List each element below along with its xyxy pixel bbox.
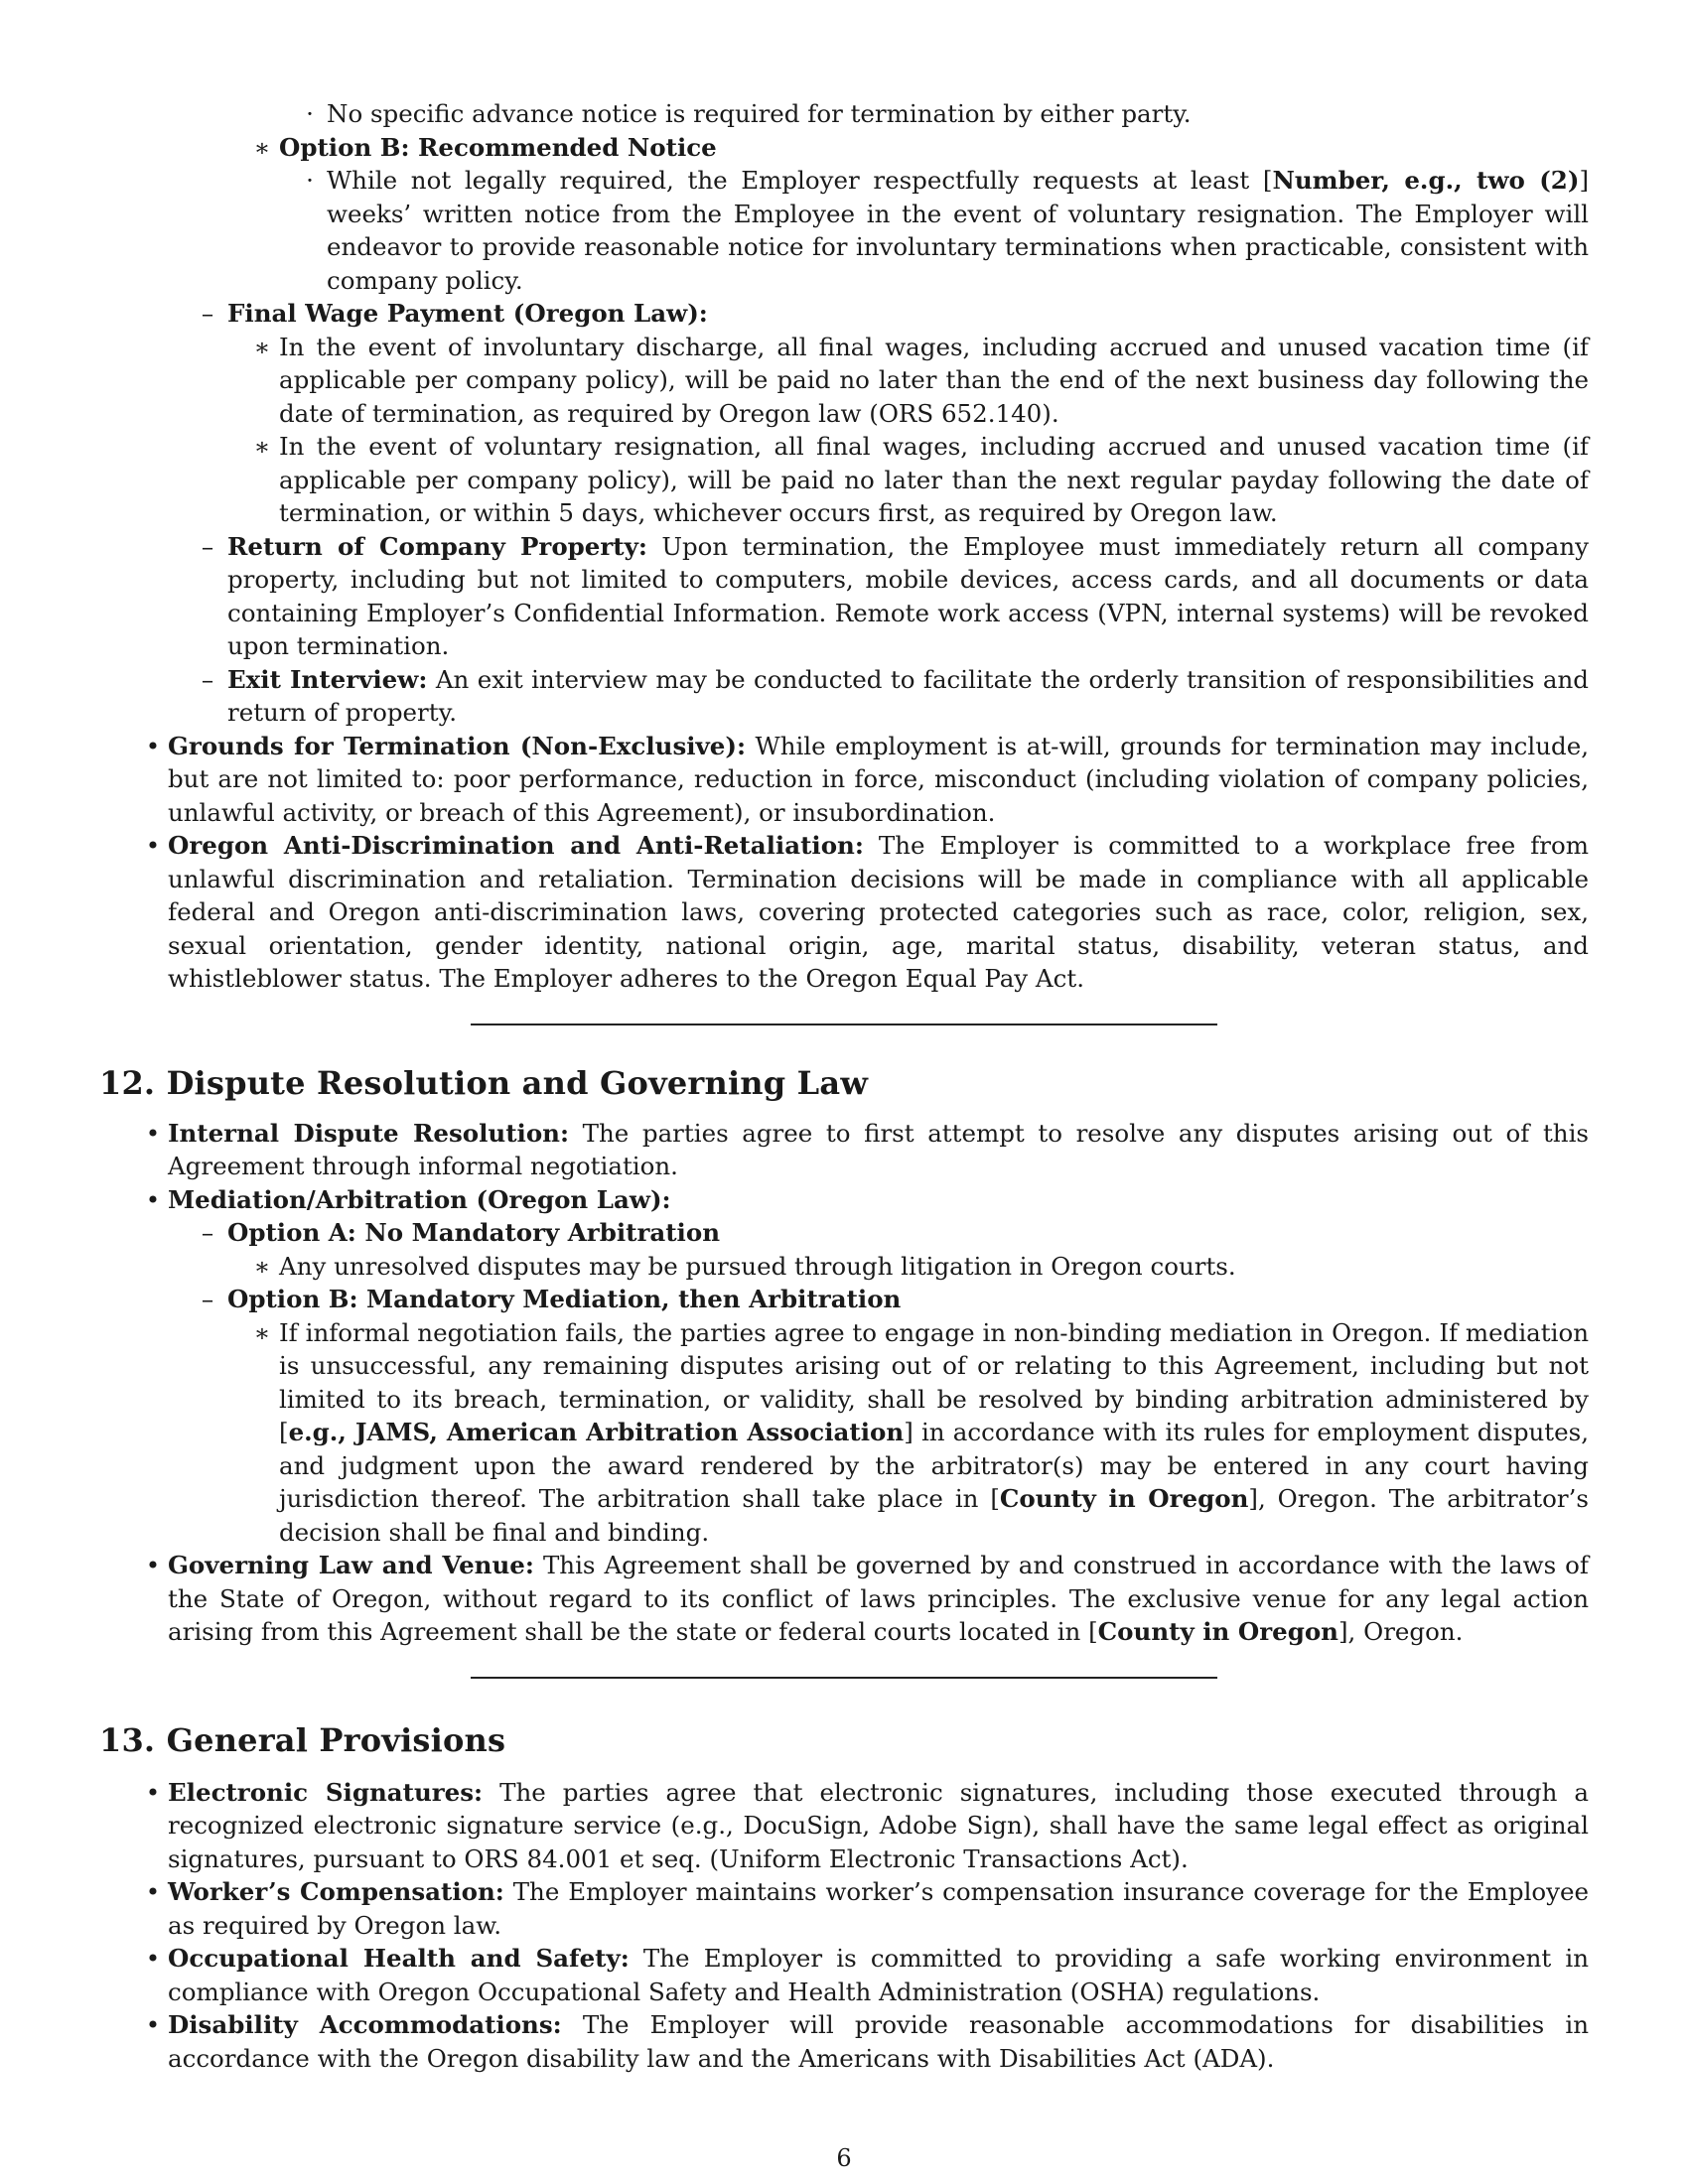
ohs-title: Occupational Health and Safety: — [168, 1944, 630, 1973]
workers-comp-title: Worker’s Compensation: — [168, 1877, 504, 1906]
list-item: • Grounds for Termination (Non-Exclusive): While employment is at-will, grounds for termination may include, but are not limited to: poor performance, reduction in force, misconduct (including violation of company policies, unlawful activity, or breach of this Agreement), or insubordination. — [99, 730, 1589, 830]
esig-title: Electronic Signatures: — [168, 1777, 484, 1807]
bullet-marker: • — [145, 731, 161, 760]
final-wage-title: Final Wage Payment (Oregon Law): — [227, 299, 708, 328]
dash-marker: – — [201, 531, 214, 561]
dot-marker: · — [306, 166, 314, 195]
list-item: • Worker’s Compensation: The Employer maintains worker’s compensation insurance coverage for the Employee as required by Oregon law. — [99, 1875, 1589, 1942]
list-item: • Occupational Health and Safety: The Employer is committed to providing a safe working environment in compliance with Oregon Occupational Safety and Health Administration (OSHA) regulations. — [99, 1942, 1589, 2008]
dash-marker: – — [201, 664, 214, 694]
bullet-marker: • — [145, 1777, 161, 1807]
exit-interview-title: Exit Interview: — [227, 664, 428, 694]
list-item: ∗ In the event of involuntary discharge, all final wages, including accrued and unused vacation time (if applicable per company policy), will be paid no later than the end of the next business day following the date of termination, as required by Oregon law (ORS 652.140). — [253, 332, 1589, 428]
bullet-marker: • — [145, 1944, 161, 1973]
document-page — [99, 97, 1589, 2075]
bullet-marker: • — [145, 831, 161, 860]
bullet-marker: • — [145, 1184, 161, 1214]
list-item — [99, 131, 1589, 165]
list-item: • Governing Law and Venue: This Agreement shall be governed by and construed in accordance with the laws of the State of Oregon, without regard to its conflict of laws principles. The exclusive venue for any legal action arising from this Agreement shall be the state or federal courts located in [County in Oregon], Oregon. — [99, 1549, 1589, 1649]
placeholder-field: County in Oregon — [1097, 1617, 1338, 1646]
list-item: • Electronic Signatures: The parties agree that electronic signatures, including those executed through a recognized electronic signature service (e.g., DocuSign, Adobe Sign), shall have the same legal effect as original signatures, pursuant to ORS 84.001 et seq. (Uniform Electronic Transactions Act). — [99, 1776, 1589, 1876]
governing-law-title: Governing Law and Venue: — [168, 1551, 534, 1579]
asterisk-marker: ∗ — [253, 1317, 271, 1347]
grounds-title: Grounds for Termination (Non-Exclusive): — [168, 731, 747, 760]
bullet-marker: • — [145, 1118, 161, 1148]
antidisc-title: Oregon Anti-Discrimination and Anti-Retaliation: — [168, 831, 864, 860]
asterisk-marker: ∗ — [253, 332, 271, 361]
option-b-title: Option B: Mandatory Mediation, then Arbitration — [227, 1285, 902, 1313]
bullet-marker: • — [145, 1551, 161, 1579]
dash-marker: – — [201, 1218, 214, 1247]
dash-marker: – — [201, 1285, 214, 1313]
section-heading-13: 13. General Provisions — [99, 1720, 506, 1759]
asterisk-marker: ∗ — [253, 132, 271, 162]
list-item — [99, 297, 1589, 331]
section-divider — [471, 1677, 1217, 1679]
mediation-title: Mediation/Arbitration (Oregon Law): — [168, 1184, 671, 1214]
list-item: – Return of Company Property: Upon termination, the Employee must immediately return all company property, including but not limited to computers, mobile devices, access cards, and all documents or data containing Employer’s Confidential Information. Remote work access (VPN, internal systems) will be revoked upon termination. — [99, 530, 1589, 663]
list-item: • Disability Accommodations: The Employer will provide reasonable accommodations for disabilities in accordance with the Oregon disability law and the Americans with Disabilities Act (ADA). — [99, 2008, 1589, 2075]
internal-dispute-title: Internal Dispute Resolution: — [168, 1118, 570, 1148]
bullet-marker: • — [145, 1877, 161, 1906]
disability-title: Disability Accommodations: — [168, 2010, 562, 2039]
list-item — [99, 1183, 1589, 1217]
section-divider — [471, 1024, 1217, 1025]
list-item: ∗ Any unresolved disputes may be pursued through litigation in Oregon courts. — [99, 1250, 1589, 1284]
list-item: · No specific advance notice is required for termination by either party. — [99, 97, 1589, 131]
dot-marker: · — [306, 99, 314, 128]
bullet-marker: • — [145, 2010, 161, 2039]
list-item: • Oregon Anti-Discrimination and Anti-Retaliation: The Employer is committed to a workplace free from unlawful discrimination and retaliation. Termination decisions will be made in compliance with all applicable federal and Oregon anti-discrimination laws, covering protected categories such as race, color, religion, sex, sexual orientation, gender identity, national origin, age, marital status, disability, veteran status, and whistleblower status. The Employer adheres to the Oregon Equal Pay Act. — [99, 829, 1589, 996]
asterisk-marker: ∗ — [253, 432, 271, 461]
option-a-title: Option A: No Mandatory Arbitration — [227, 1218, 721, 1247]
placeholder-field: e.g., JAMS, American Arbitration Association — [288, 1418, 905, 1446]
list-item — [99, 1216, 1589, 1250]
list-item — [99, 1283, 1589, 1316]
section-heading-12: 12. Dispute Resolution and Governing Law — [99, 1063, 869, 1102]
asterisk-marker: ∗ — [253, 1251, 271, 1281]
placeholder-field: County in Oregon — [999, 1484, 1249, 1513]
page-number: 6 — [836, 2144, 852, 2172]
dash-marker: – — [201, 299, 214, 328]
return-property-title: Return of Company Property: — [227, 531, 647, 561]
list-item: ∗ If informal negotiation fails, the parties agree to engage in non-binding mediation in Oregon. If mediation is unsuccessful, any remaining disputes arising out of or relating to this Agreement, including but not limited to its breach, termination, or validity, shall be resolved by binding arbitration administered by [e.g., JAMS, American Arbitration Association] in accordance with its rules for employment disputes, and judgment upon the award rendered by the arbitrator(s) may be entered in any court having jurisdiction thereof. The arbitration shall take place in [County in Oregon], Oregon. The arbitrator’s decision shall be final and binding. — [253, 1317, 1589, 1547]
list-item: – Exit Interview: An exit interview may be conducted to facilitate the orderly transition of responsibilities and return of property. — [99, 663, 1589, 730]
list-item: · While not legally required, the Employer respectfully requests at least [Number, e.g., two (2)] weeks’ written notice from the Employee in the event of voluntary resignation. The Employer will endeavor to provide reasonable notice for involuntary terminations when practicable, consistent with company policy. — [99, 164, 1589, 297]
list-item: • Internal Dispute Resolution: The parties agree to first attempt to resolve any disputes arising out of this Agreement through informal negotiation. — [99, 1117, 1589, 1183]
placeholder-field: Number, e.g., two (2) — [1272, 166, 1580, 195]
list-item: ∗ In the event of voluntary resignation, all final wages, including accrued and unused vacation time (if applicable per company policy), will be paid no later than the next regular payday following the date of termination, or within 5 days, whichever occurs first, as required by Oregon law. — [253, 432, 1589, 527]
option-b-title: Option B: Recommended Notice — [279, 132, 717, 162]
